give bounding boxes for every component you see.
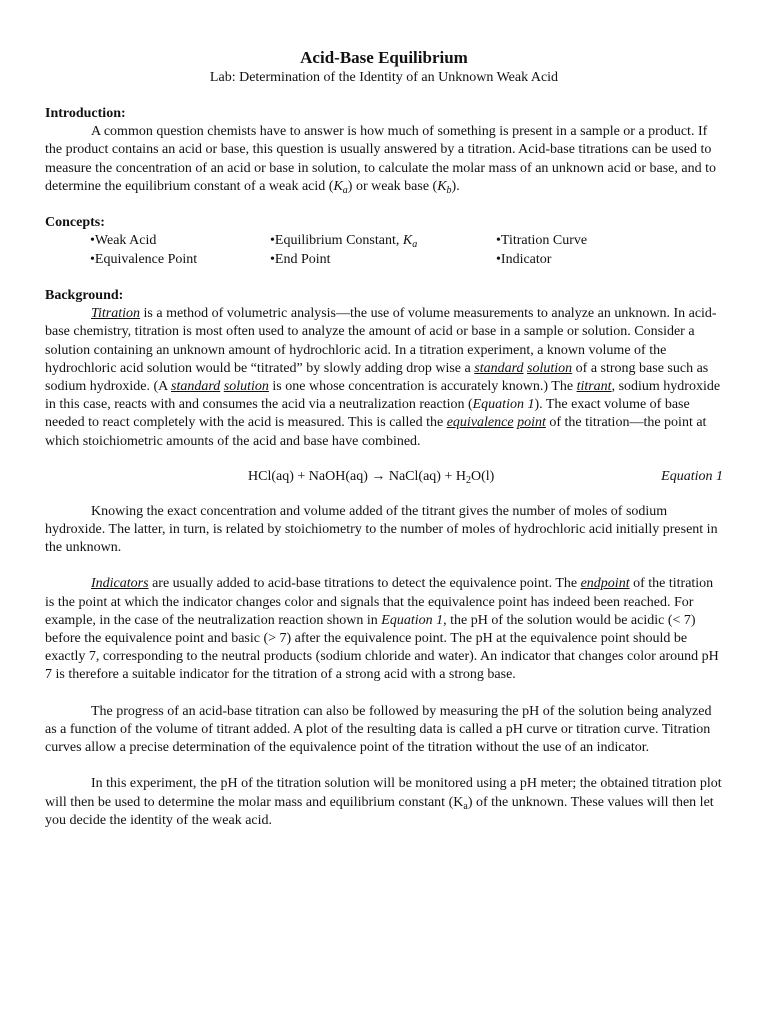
text-run: of a strong base such as sodium hydroxide. (A: [45, 360, 709, 395]
ka-symbol: K: [402, 233, 413, 249]
background-paragraph-1: [45, 305, 723, 451]
term-standard: standard: [474, 360, 524, 376]
concept-item-text: •Equilibrium Constant,: [270, 233, 403, 249]
ka-subscript: a: [463, 800, 468, 812]
term-solution: solution: [223, 379, 269, 395]
term-titration: Titration: [91, 306, 141, 322]
document-title: Acid-Base Equilibrium: [300, 48, 468, 67]
background-paragraph-2: Knowing the exact concentration and volume added of the titrant gives the number of moles of sodium hydroxide. The latter, in turn, is related by stoichiometry to the number of moles of hydrochloric acid initially present in the unknown.: [45, 503, 718, 556]
term-indicators: Indicators: [91, 576, 149, 592]
concept-item: •End Point: [270, 251, 331, 267]
concept-item: [270, 232, 496, 250]
background-heading: Background:: [45, 288, 124, 304]
text-run: of the titration—the point at which stoichiometric amounts of the acid and base have combined.: [45, 415, 707, 449]
ka-subscript: a: [342, 184, 348, 196]
text-run: is one whose concentration is accurately known.) The: [268, 379, 577, 395]
text-run: , sodium hydroxide in this case, reacts with and consumes the acid via a neutralization reaction (: [45, 379, 721, 413]
background-paragraph-5: [45, 775, 723, 830]
kb-subscript: b: [446, 184, 452, 196]
intro-text: ).: [451, 178, 460, 194]
concepts-section: [45, 214, 723, 269]
background-paragraph-4: The progress of an acid-base titration can also be followed by measuring the pH of the solution being analyzed as a function of the volume of titrant added. A plot of the resulting data is called a pH curve or titration curve. Titration curves allow a precise determination of the equivalence point of the titration without the use of an indicator.: [45, 703, 712, 756]
introduction-heading: Introduction:: [45, 106, 126, 121]
concept-item: •Indicator: [496, 251, 552, 267]
intro-text: ) or weak base (: [347, 178, 438, 194]
text-run: , the pH of the solution would be acidic (< 7) before the equivalence point and basic (> 7) after the equivalence point. The pH at the equivalence point should be exactly 7, corresponding to the neutral products (sodium chloride and water). An indicator that changes color around pH 7 is therefore a suitable indicator for the titration of a strong acid with a strong base.: [45, 612, 719, 683]
concept-item: •Titration Curve: [496, 233, 588, 249]
text-run: ). The exact volume of base needed to react completely with the acid is measured. This is called the: [45, 397, 690, 431]
concept-item: •Equivalence Point: [90, 251, 198, 267]
concept-item: •Weak Acid: [90, 233, 157, 249]
term-point: point: [517, 415, 546, 431]
equation-reference: Equation 1: [381, 612, 444, 628]
equation-left: HCl(aq) + NaOH(aq) → NaCl(aq) + H: [248, 468, 466, 484]
term-equivalence: equivalence: [446, 415, 514, 431]
term-titrant: titrant: [576, 379, 612, 395]
concepts-list: [45, 232, 723, 269]
background-paragraph-3: [45, 575, 723, 684]
term-endpoint: endpoint: [580, 576, 630, 592]
concepts-heading: Concepts:: [45, 215, 105, 231]
equation-reference: Equation 1: [472, 397, 535, 413]
text-run: In this experiment, the pH of the titration solution will be monitored using a pH meter; the obtained titration plot will then be used to determine the molar mass and equilibrium constant (K: [45, 776, 722, 810]
equation-subscript: 2: [465, 474, 471, 486]
text-run: of the titration is the point at which the indicator changes color and signals that the equivalence point has indeed been reached. For example, in the case of the neutralization reaction shown in: [45, 576, 714, 628]
equation-label: Equation 1: [661, 468, 723, 484]
kb-symbol: K: [437, 178, 447, 194]
term-standard: standard: [171, 379, 221, 395]
equation-text: [248, 468, 494, 486]
ka-subscript: a: [412, 239, 418, 251]
background-section: [45, 287, 723, 830]
introduction-paragraph: [45, 123, 723, 196]
term-solution: solution: [527, 360, 573, 376]
equation-right: O(l): [470, 468, 495, 484]
introduction-section: [45, 105, 723, 196]
text-run: are usually added to acid-base titrations to detect the equivalence point. The: [148, 576, 581, 592]
text-run: is a method of volumetric analysis—the use of volume measurements to analyze an unknown. In acid-base chemistry, titration is most often used to analyze the amount of acid or base in a sample or solution. Consider a solution containing an unknown amount of hydrochloric acid. In a titration experiment, a known volume of the hydrochloric acid solution would be “titrated” by slowly adding drop wise a: [45, 306, 717, 376]
text-run: ) of the unknown. These values will then let you decide the identity of the weak acid.: [45, 794, 714, 828]
document-subtitle: Lab: Determination of the Identity of an Unknown Weak Acid: [209, 70, 559, 85]
equation-1: [45, 468, 723, 486]
intro-text: A common question chemists have to answer is how much of something is present in a sample or a product. If the product contains an acid or base, this question is usually answered by a titration. Acid-base titrations can be used to measure the concentration of an acid or base in solution, to calculate the molar mass of an unknown acid or base, and to determine the equilibrium constant of a weak acid (: [45, 124, 717, 194]
ka-symbol: K: [333, 178, 343, 194]
